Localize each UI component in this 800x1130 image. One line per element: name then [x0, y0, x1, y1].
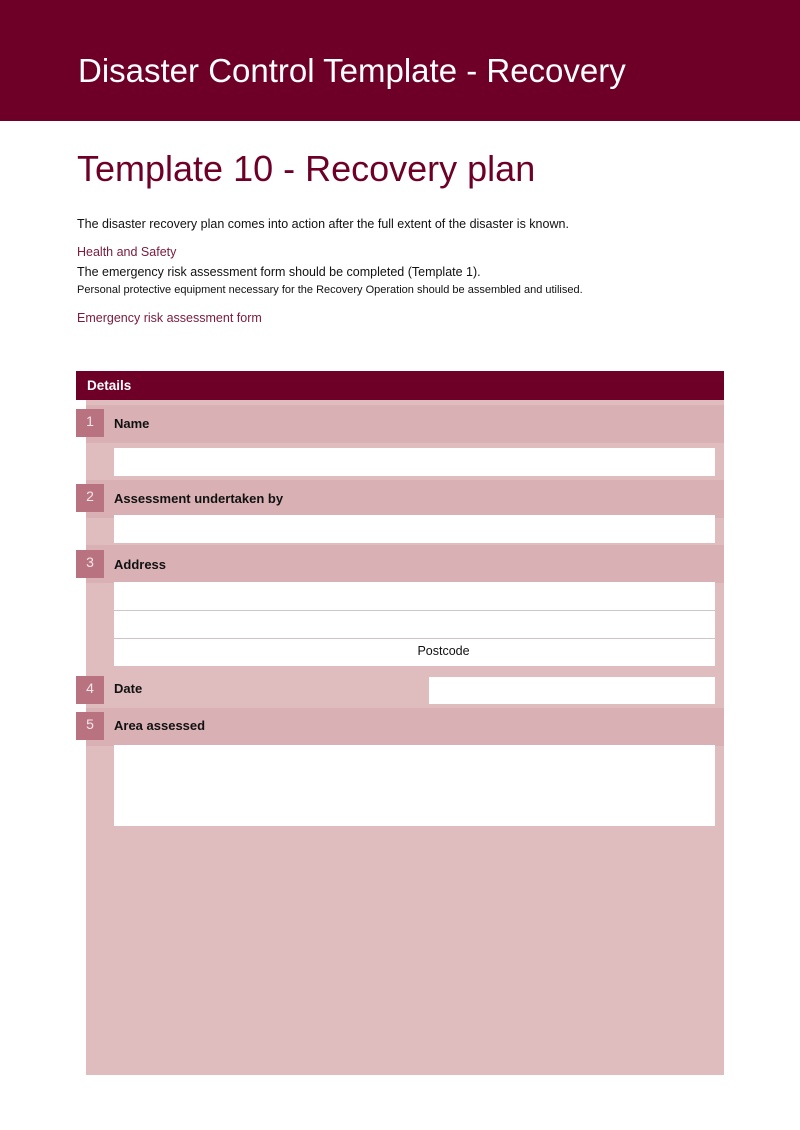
form-heading: Emergency risk assessment form	[77, 311, 262, 325]
field-number-2: 2	[76, 484, 104, 512]
health-safety-line-1: The emergency risk assessment form should be completed (Template 1).	[77, 265, 481, 279]
assessor-input[interactable]	[114, 515, 715, 543]
name-input[interactable]	[114, 448, 715, 476]
name-label: Name	[114, 416, 150, 431]
assessor-label: Assessment undertaken by	[114, 491, 284, 506]
field-band	[86, 405, 724, 443]
page-title: Template 10 - Recovery plan	[77, 148, 536, 189]
health-safety-heading: Health and Safety	[77, 245, 177, 259]
field-number-1: 1	[76, 409, 104, 437]
address-label: Address	[114, 557, 167, 572]
address-line-1-input[interactable]	[114, 582, 715, 610]
field-number-5: 5	[76, 712, 104, 740]
header-title: Disaster Control Template - Recovery	[78, 52, 626, 89]
postcode-label: Postcode	[417, 644, 470, 658]
intro-text: The disaster recovery plan comes into action after the full extent of the disaster is known.	[77, 217, 569, 231]
area-assessed-input[interactable]	[114, 745, 715, 826]
date-label: Date	[114, 681, 143, 696]
details-section-header: Details	[76, 371, 724, 400]
health-safety-line-2: Personal protective equipment necessary for the Recovery Operation should be assembled and utilised.	[77, 284, 583, 296]
area-assessed-label: Area assessed	[114, 718, 206, 733]
field-number-3: 3	[76, 550, 104, 578]
date-input[interactable]	[429, 677, 715, 704]
field-number-4: 4	[76, 676, 104, 704]
field-band	[86, 545, 724, 583]
address-line-2-input[interactable]	[114, 610, 715, 638]
